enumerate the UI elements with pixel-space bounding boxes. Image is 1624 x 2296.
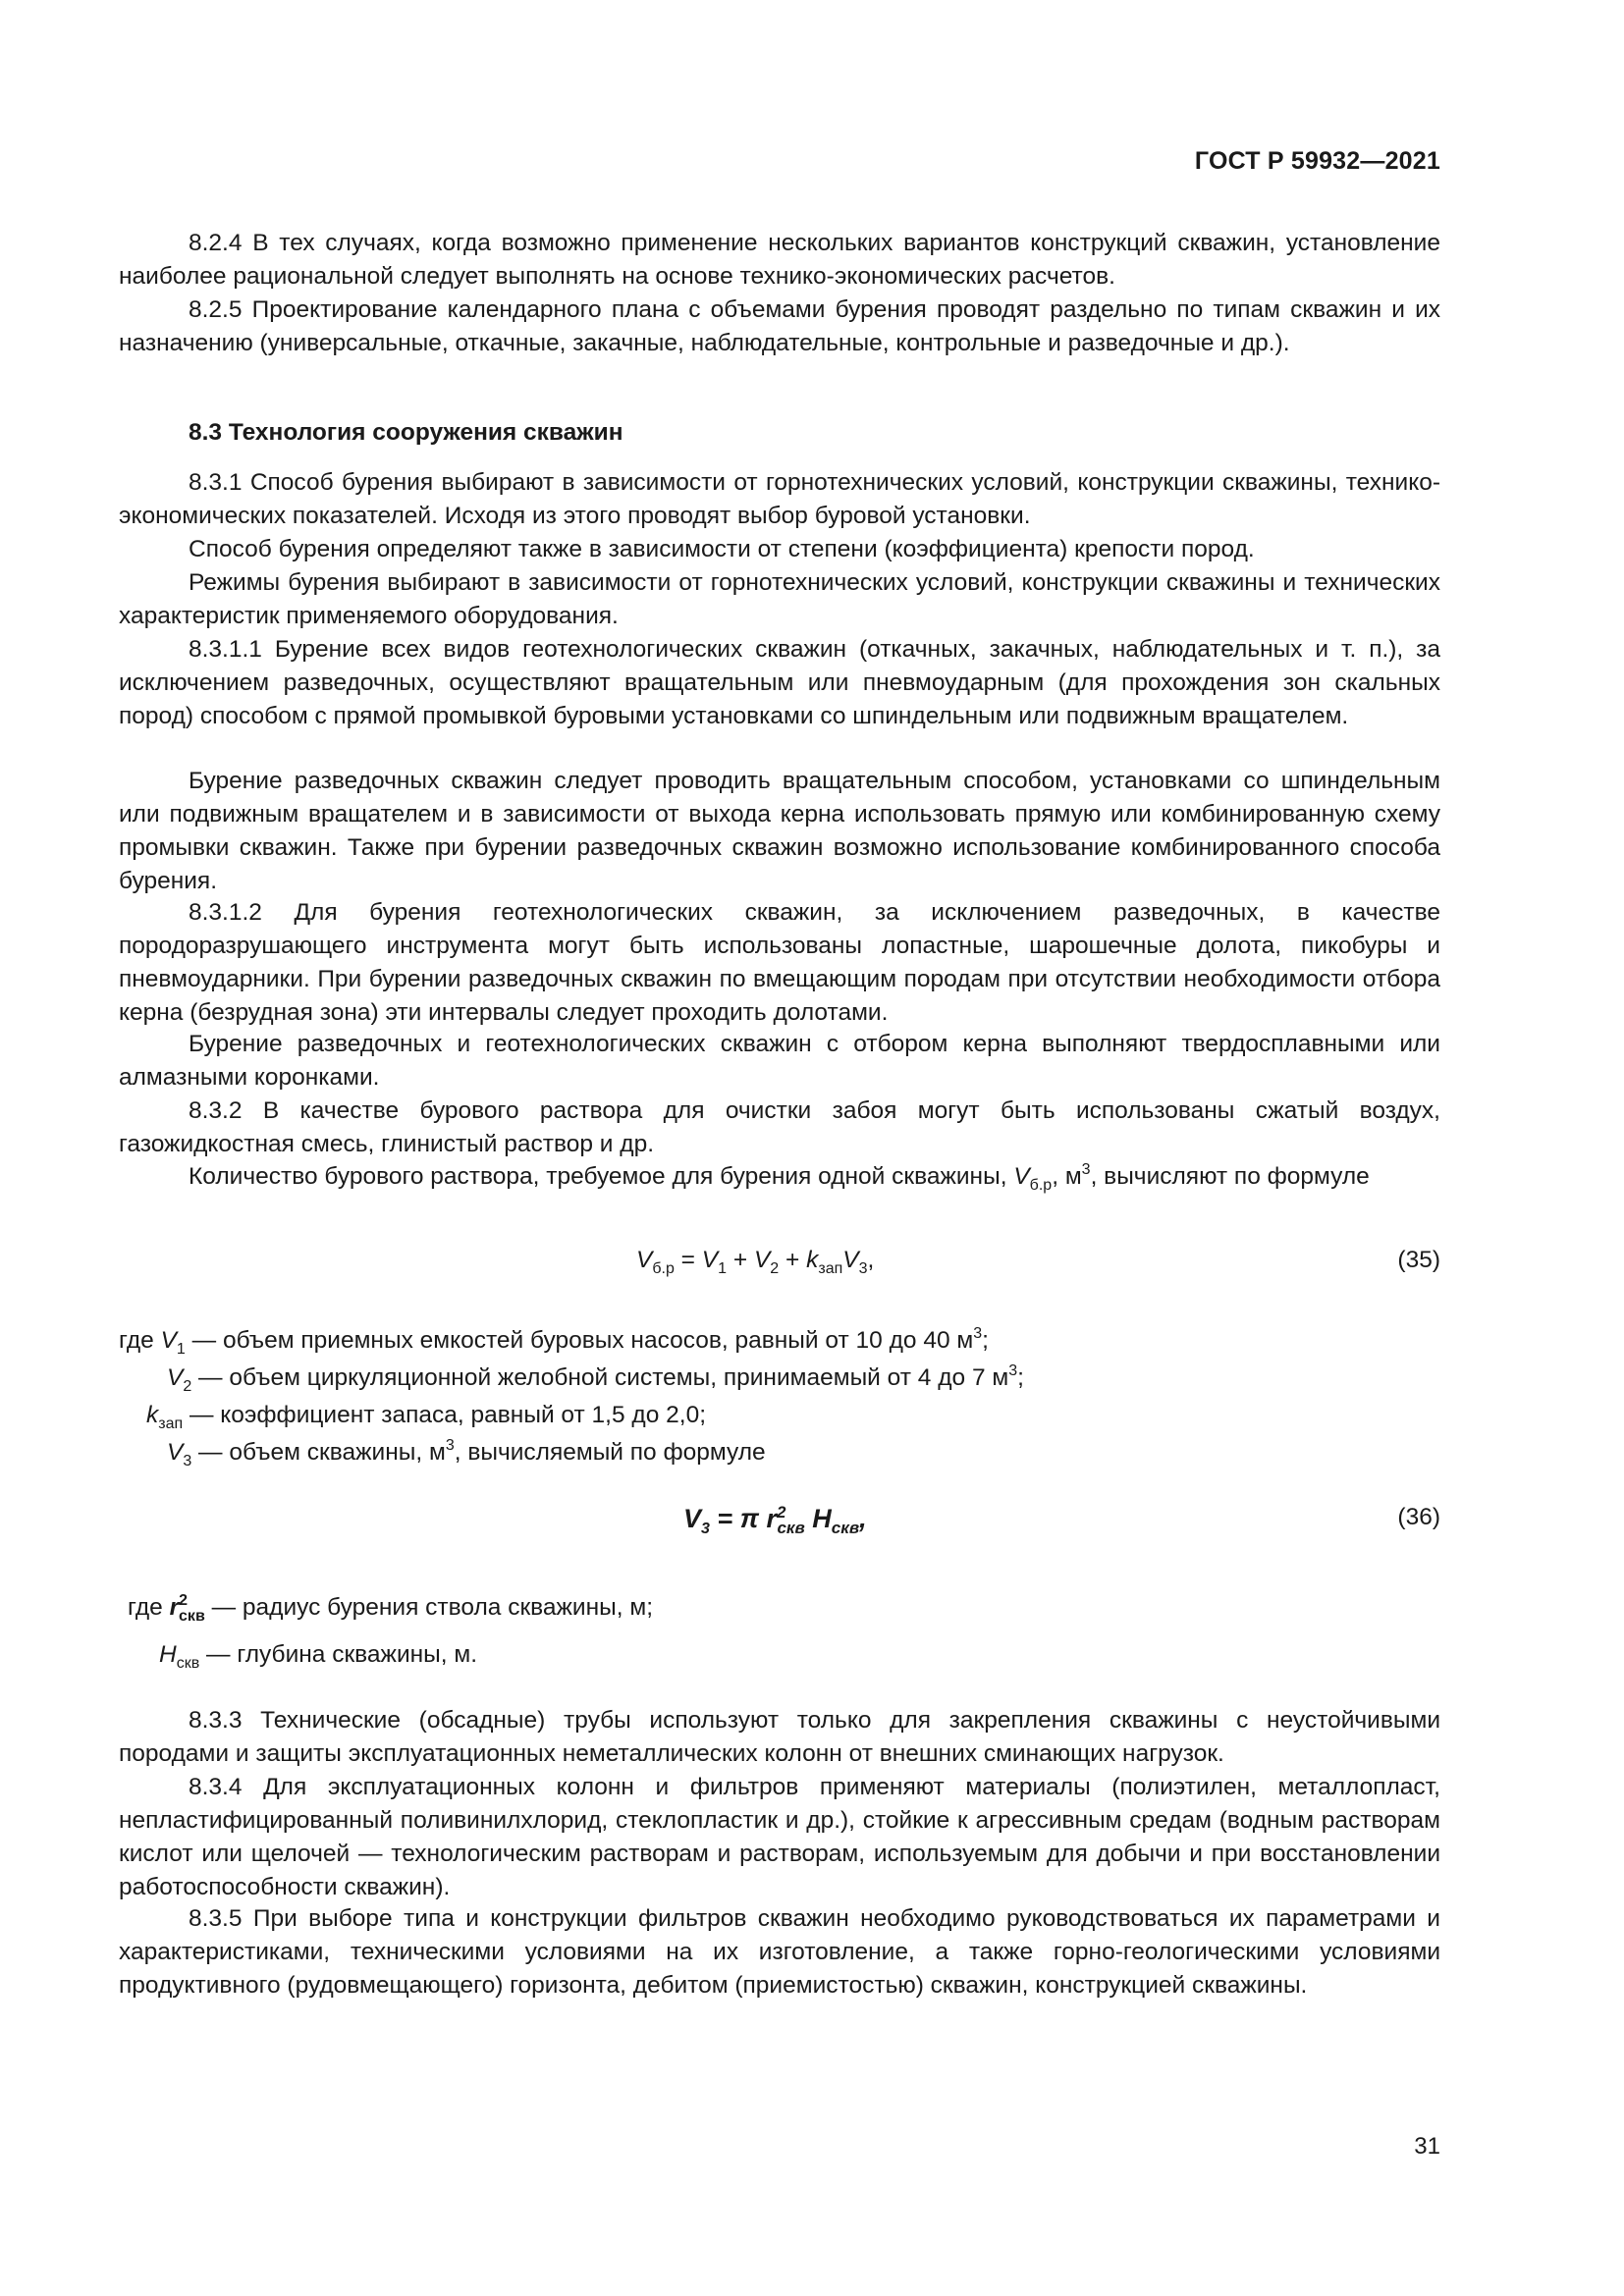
subscript-3: 3	[701, 1521, 710, 1537]
legend-v1	[119, 1327, 989, 1361]
legend-v2-desc: — объем циркуляционной желобной системы, принимаемый от 4 до 7 м	[191, 1364, 1009, 1391]
legend-kzap	[146, 1402, 706, 1435]
where-label: где	[119, 1327, 154, 1354]
subscript-zap: зап	[158, 1415, 184, 1432]
semicolon: ;	[1017, 1364, 1024, 1391]
paragraph-8-3-4: 8.3.4 Для эксплуатационных колонн и фильтров применяют материалы (полиэтилен, металлопласт, непластифицированный поливинилхлорид, стеклопластик и др.), стойкие к агрессивным средам (водным растворам кислот или щелочей — технологическим растворам и растворам, используемым для добычи и при восстановлении работоспособности скважин).	[119, 1774, 1440, 1900]
paragraph-8-2-5: 8.2.5 Проектирование календарного плана с объемами бурения проводят раздельно по типам скважин и их назначению (универсальные, откачные, закачные, наблюдательные, контрольные и разведочные и др.).	[119, 296, 1440, 356]
legend-r-desc: — радиус бурения ствола скважины, м;	[204, 1594, 654, 1621]
superscript-2: 2	[776, 1503, 786, 1522]
symbol-pi: π	[739, 1504, 759, 1533]
subscript-skv: скв	[777, 1519, 805, 1537]
comma: ,	[1052, 1163, 1058, 1190]
superscript-3: 3	[445, 1437, 455, 1454]
formula-36-number: (36)	[1397, 1504, 1440, 1530]
formula-36	[0, 1504, 1624, 1543]
symbol-v: V	[160, 1327, 177, 1354]
standard-designation: ГОСТ Р 59932—2021	[1194, 147, 1440, 175]
symbol-v: V	[683, 1504, 702, 1533]
plus-sign: +	[779, 1247, 807, 1273]
subscript-3: 3	[183, 1453, 192, 1469]
legend-h-desc: — глубина скважины, м.	[199, 1641, 478, 1668]
symbol-r: r	[169, 1594, 180, 1621]
symbol-v: V	[842, 1247, 859, 1273]
symbol-v: V	[701, 1247, 719, 1273]
paragraph-8-3-1: 8.3.1 Способ бурения выбирают в зависимости от горнотехнических условий, конструкции скважины, технико-экономических показателей. Исходя из этого проводят выбор буровой установки.	[119, 469, 1440, 529]
symbol-r: r	[766, 1504, 777, 1533]
legend-v3	[167, 1439, 766, 1472]
subscript-1: 1	[176, 1341, 186, 1358]
legend-hskv	[159, 1641, 477, 1675]
symbol-k: k	[146, 1402, 159, 1428]
legend-k-desc: — коэффициент запаса, равный от 1,5 до 2,0;	[183, 1402, 707, 1428]
paragraph-8-3-1-drilling-modes: Режимы бурения выбирают в зависимости от горнотехнических условий, конструкции скважины и технических характеристик применяемого оборудования.	[119, 569, 1440, 629]
subscript-br: б.р	[652, 1260, 675, 1277]
comma: ,	[859, 1504, 867, 1533]
paragraph-8-3-1-1-exploration: Бурение разведочных скважин следует проводить вращательным способом, установками со шпиндельным или подвижным вращателем и в зависимости от выхода керна использовать прямую или комбинированную схему промывки скважин. Также при бурении разведочных скважин возможно использование комбинированного способа бурения.	[119, 768, 1440, 894]
superscript-3: 3	[973, 1325, 983, 1342]
paragraph-8-3-3: 8.3.3 Технические (обсадные) трубы используют только для закрепления скважины с неустойчивыми породами и защиты эксплуатационных неметаллических колонн от внешних сминающих нагрузок.	[119, 1707, 1440, 1767]
subscript-skv: скв	[831, 1519, 860, 1537]
legend-v1-desc: — объем приемных емкостей буровых насосов, равный от 10 до 40 м	[185, 1327, 974, 1354]
legend-v3-desc: — объем скважины, м	[191, 1439, 446, 1466]
formula-35-number: (35)	[1397, 1247, 1440, 1273]
legend-rskv	[128, 1594, 653, 1628]
paragraph-8-3-1-drilling-method: Способ бурения определяют также в зависимости от степени (коэффициента) крепости пород.	[189, 536, 1255, 562]
subscript-2: 2	[770, 1260, 780, 1277]
paragraph-8-3-1-1: 8.3.1.1 Бурение всех видов геотехнологических скважин (откачных, закачных, наблюдательных и т. п.), за исключением разведочных, осуществляют вращательным или пневмоударным (для прохождения зон скальных пород) способом с прямой промывкой буровыми установками со шпиндельным или подвижным вращателем.	[119, 636, 1440, 729]
symbol-h: H	[812, 1504, 832, 1533]
symbol-v: V	[167, 1439, 184, 1466]
subscript-3: 3	[858, 1260, 868, 1277]
equals-sign: =	[709, 1504, 740, 1533]
semicolon: ;	[982, 1327, 989, 1354]
subscript-1: 1	[718, 1260, 728, 1277]
formula-36-expression	[683, 1503, 867, 1537]
superscript-3: 3	[1081, 1161, 1091, 1178]
formula-35	[0, 1247, 1624, 1286]
equals-sign: =	[674, 1247, 702, 1273]
paragraph-8-3-1-2-core: Бурение разведочных и геотехнологических скважин с отбором керна выполняют твердосплавными или алмазными коронками.	[119, 1031, 1440, 1091]
paragraph-8-3-2: 8.3.2 В качестве бурового раствора для очистки забоя могут быть использованы сжатый воздух, газожидкостная смесь, глинистый раствор и др.	[119, 1097, 1440, 1157]
paragraph-8-3-1-2: 8.3.1.2 Для бурения геотехнологических скважин, за исключением разведочных, в качестве породоразрушающего инструмента могут быть использованы лопастные, шарошечные долота, пикобуры и пневмоударники. При бурении разведочных скважин по вмещающим породам при отсутствии необходимости отбора керна (безрудная зона) эти интервалы следует проходить долотами.	[119, 899, 1440, 1026]
subscript-zap: зап	[818, 1260, 843, 1277]
symbol-v: V	[636, 1247, 653, 1273]
where-label: где	[128, 1594, 163, 1621]
symbol-v: V	[1013, 1163, 1030, 1190]
subscript-br: б.р	[1029, 1177, 1053, 1194]
superscript-2: 2	[179, 1592, 189, 1609]
comma: ,	[867, 1247, 875, 1273]
subscript-skv: скв	[179, 1608, 205, 1625]
plus-sign: +	[727, 1247, 754, 1273]
quantity-text: Количество бурового раствора, требуемое для бурения одной скважины,	[189, 1163, 1007, 1190]
page-number: 31	[1414, 2133, 1440, 2160]
symbol-h: H	[159, 1641, 177, 1668]
quantity-text-end: , вычисляют по формуле	[1090, 1163, 1370, 1190]
paragraph-8-2-4: 8.2.4 В тех случаях, когда возможно применение нескольких вариантов конструкций скважин, установление наиболее рациональной следует выполнять на основе технико-экономических расчетов.	[119, 230, 1440, 290]
symbol-v: V	[753, 1247, 771, 1273]
paragraph-8-3-2-quantity	[119, 1160, 1440, 1197]
subscript-skv: скв	[176, 1655, 200, 1672]
symbol-k: k	[806, 1247, 819, 1273]
paragraph-8-3-5: 8.3.5 При выборе типа и конструкции фильтров скважин необходимо руководствоваться их параметрами и характеристиками, техническими условиями на их изготовление, а также горно-геологическими условиями продуктивного (рудовмещающего) горизонта, дебитом (приемистостью) скважин, конструкцией скважины.	[119, 1905, 1440, 1999]
legend-v2	[167, 1364, 1024, 1398]
superscript-3: 3	[1008, 1362, 1018, 1379]
subscript-2: 2	[183, 1378, 192, 1395]
section-heading-8-3: 8.3 Технология сооружения скважин	[189, 419, 623, 446]
symbol-v: V	[167, 1364, 184, 1391]
formula-35-expression	[636, 1247, 875, 1277]
unit-m: м	[1064, 1163, 1082, 1190]
legend-v3-desc-end: , вычисляемый по формуле	[454, 1439, 766, 1466]
